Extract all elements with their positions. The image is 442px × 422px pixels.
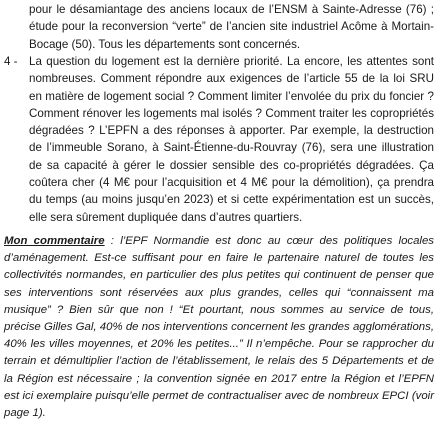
continuation-text: pour le désamiantage des anciens locaux de l’ENSM à Sainte-Adresse (76) ; étude pour la reconversion “verte” de l’ancien site industriel Acôme à Mortain-Bocage (50). Tous les départements sont concernés. (29, 3, 434, 51)
comment-text: : l’EPF Normandie est donc au cœur des politiques locales d’aménagement. Est-ce suffisant pour en faire le partenaire naturel de toutes les collectivités normandes, en particulier des plus petites qui continuent de penser que ses interventions sont réservées aux plus grandes, celles qui “connaissent ma musique” ? Bien sûr que non ! “Et pourtant, nous sommes au service de tous, précise Gilles Gal, 40% de nos interventions concernent les grandes agglomérations, 40% les villes moyennes, et 20% les petites...” Il n’empêche. Pour se rapprocher du terrain et démultiplier l’action de l’établissement, le relais des 5 Départements et de la Région est nécessaire ; la convention signée en 2017 entre la Région et l’EPFN est ici exemplaire puisqu’elle permet de contractualiser avec de nombreux EPCI (voir page 1). (4, 235, 434, 420)
previous-item-continuation (29, 1, 434, 53)
comment-paragraph (4, 233, 434, 422)
list-item-number: 4 - (4, 55, 18, 68)
list-item-housing (4, 53, 434, 226)
comment-label: Mon commentaire (4, 235, 105, 247)
list-item-text: La question du logement est la dernière priorité. La encore, les attentes sont nombreuses. Comment répondre aux exigences de l’article 55 de la loi SRU en matière de logement social ? Comment limiter l’envolée du prix du foncier ? Comment rénover les logements mal isolés ? Comment traiter les copropriétés dégradées ? L’EPFN a des réponses à apporter. Par exemple, la destruction de l’immeuble Sorano, à Saint-Étienne-du-Rouvray (76), sera une illustration de sa capacité à gérer le dossier sensible des co-propriétés dégradées. Ça coûtera cher (4 M€ pour l’acquisition et 4 M€ pour la démolition), ça prendra du temps (au moins jusqu’en 2023) et si cette expérimentation est un succès, elle sera sûrement dupliquée dans d’autres quartiers. (29, 55, 434, 224)
